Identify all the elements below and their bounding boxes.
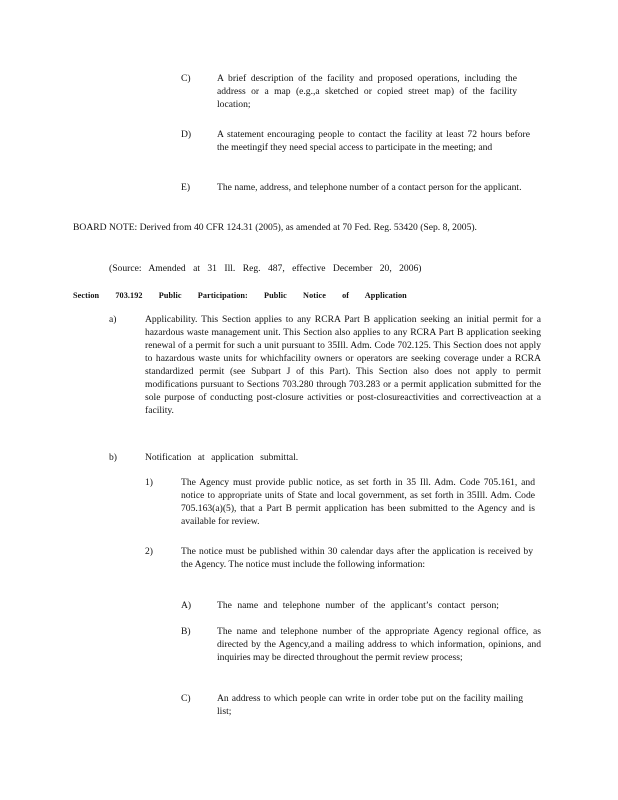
item-label: C) [181,73,191,84]
item-text: The name and telephone number of the appropriate Agency regional office, as directed by the Agency,and a mailing address to which information, opinions, and inquiries may be directed throughout the permit review process; [217,626,541,663]
subsection-text: Notification at application submittal. [145,452,299,463]
item-text: The notice must be published within 30 calendar days after the application is received by the Agency. The notice must include the following information: [181,546,533,570]
subsection-text: Applicability. This Section applies to any RCRA Part B application seeking an initial permit for a hazardous waste management unit. This Section also applies to any RCRA Part B application seeking renewal of a permit for such a unit pursuant to 35Ill. Adm. Code 702.125. This Section does not apply to hazardous waste units for whichfacility owners or operators are seeking coverage under a RCRA standardized permit (see Subpart J of this Part). This Section also does not apply to permit modifications pursuant to Sections 703.280 through 703.283 or a permit application submitted for the sole purpose of conducting post-closure activities or post-closureactivities and correctiveaction at a facility. [145,314,541,416]
item-label: 2) [145,546,153,557]
item-text: A brief description of the facility and proposed operations, including the address or a map (e.g.,a sketched or copied street map) of the facility location; [217,73,517,110]
item-text: The name, address, and telephone number of a contact person for the applicant. [217,182,522,193]
board-note: BOARD NOTE: Derived from 40 CFR 124.31 (2005), as amended at 70 Fed. Reg. 53420 (Sep. 8, 2005). [73,222,477,233]
source-note: (Source: Amended at 31 Ill. Reg. 487, effective December 20, 2006) [109,263,422,274]
subsection-label: a) [109,314,117,325]
item-label: 1) [145,477,153,488]
item-text: The Agency must provide public notice, as set forth in 35 Ill. Adm. Code 705.161, and notice to appropriate units of State and local government, as set forth in 35Ill. Adm. Code 705.163(a)(5), that a Part B permit application has been submitted to the Agency and is available for review. [181,477,535,527]
item-label: A) [181,600,192,611]
item-text: An address to which people can write in order tobe put on the facility mailing list; [217,693,523,717]
item-label: B) [181,626,191,637]
item-text: The name and telephone number of the applicant’s contact person; [217,600,499,611]
item-text: A statement encouraging people to contact the facility at least 72 hours before the meetingif they need special access to participate in the meeting; and [217,129,530,153]
item-label: C) [181,693,191,704]
section-heading: Section 703.192 Public Participation: Public Notice of Application [73,291,407,300]
item-label: D) [181,129,192,140]
item-label: E) [181,182,191,193]
subsection-label: b) [109,452,117,463]
